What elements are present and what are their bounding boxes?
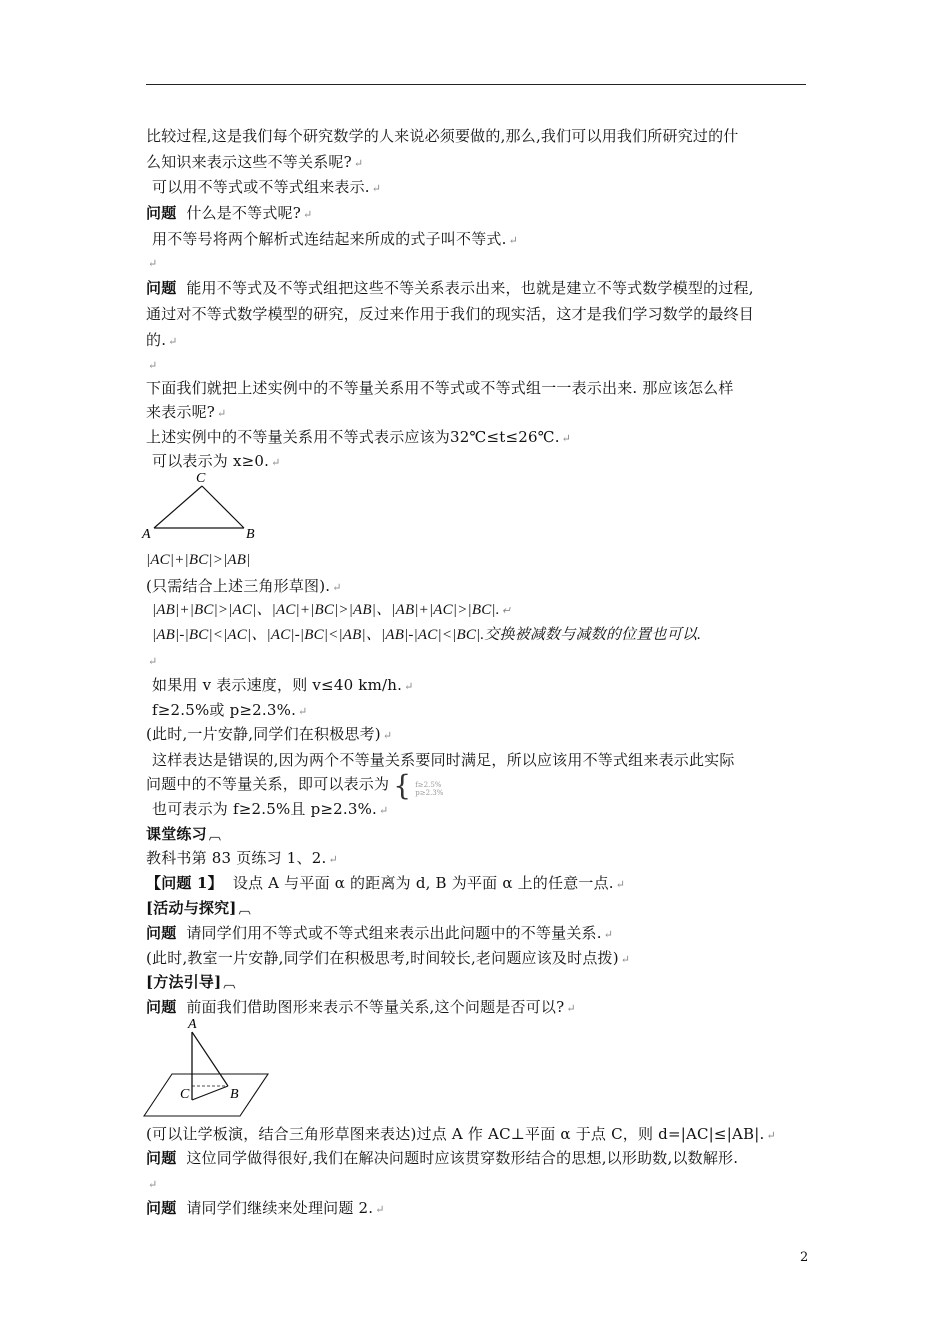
- empty-line: ↵: [148, 359, 158, 372]
- text-line: 上述实例中的不等量关系用不等式表示应该为32℃≤t≤26℃. ↵: [146, 428, 572, 446]
- point-label-b: B: [230, 1087, 239, 1102]
- section-heading: 课堂练习 ︹: [146, 825, 222, 843]
- text-line: (可以让学板演，结合三角形草图来表达)过点 A 作 AC⊥平面 α 于点 C，则 d=|AC|≤|AB|. ↵: [146, 1125, 776, 1143]
- text-line: 来表示呢? ↵: [146, 403, 227, 421]
- text-line: |AC|+|BC|>|AB|: [146, 552, 251, 568]
- text-line: 下面我们就把上述实例中的不等量关系用不等式或不等式组一一表示出来. 那应该怎么样: [146, 379, 734, 397]
- text-line: 问题 请同学们继续来处理问题 2. ↵: [146, 1199, 385, 1217]
- text-line: 可以表示为 x≥0. ↵: [152, 452, 281, 470]
- empty-line: ↵: [148, 1178, 158, 1191]
- text-line: 问题 能用不等式及不等式组把这些不等关系表示出来，也就是建立不等式数学模型的过程,: [146, 279, 754, 297]
- text-line: 问题 前面我们借助图形来表示不等量关系,这个问题是否可以? ↵: [146, 998, 576, 1016]
- inequality-system: f≥2.5% p≥2.3%: [415, 781, 444, 797]
- text-line: 教科书第 83 页练习 1、2. ↵: [146, 849, 338, 867]
- vertex-label-a: A: [142, 527, 151, 542]
- text-line: |AB|+|BC|>|AC|、|AC|+|BC|>|AB|、|AB|+|AC|>|BC|. ↵: [152, 602, 512, 618]
- vertex-label-b: B: [246, 527, 255, 542]
- section-heading: [活动与探究] ︹: [146, 899, 251, 917]
- section-heading: [方法引导] ︹: [146, 973, 236, 991]
- text-line: (此时,教室一片安静,同学们在积极思考,时间较长,老问题应该及时点拨) ↵: [146, 949, 631, 967]
- page-number: 2: [800, 1250, 809, 1265]
- text-line: 用不等号将两个解析式连结起来所成的式子叫不等式. ↵: [152, 230, 518, 248]
- text-line: |AB|-|BC|<|AC|、|AC|-|BC|<|AB|、|AB|-|AC|<|BC|.交换被减数与减数的位置也可以.: [152, 627, 702, 643]
- text-line: 问题 请同学们用不等式或不等式组来表示出此问题中的不等量关系. ↵: [146, 924, 614, 942]
- plane-figure: [140, 1014, 280, 1120]
- text-line: 问题 什么是不等式呢? ↵: [146, 204, 313, 222]
- text-line: (此时,一片安静,同学们在积极思考) ↵: [146, 725, 393, 743]
- text-line: 的. ↵: [146, 331, 178, 349]
- text-line: 也可表示为 f≥2.5%且 p≥2.3%. ↵: [152, 800, 389, 818]
- text-line: 么知识来表示这些不等关系呢? ↵: [146, 153, 364, 171]
- vertex-label-c: C: [196, 471, 206, 486]
- text-line: 【问题 1】 设点 A 与平面 α 的距离为 d, B 为平面 α 上的任意一点. ↵: [146, 874, 626, 892]
- empty-line: ↵: [148, 257, 158, 270]
- text-line: f≥2.5%或 p≥2.3%. ↵: [152, 701, 308, 719]
- text-line: 比较过程,这是我们每个研究数学的人来说必须要做的,那么,我们可以用我们所研究过的什: [146, 127, 739, 145]
- text-line: 通过对不等式数学模型的研究，反过来作用于我们的现实活，这才是我们学习数学的最终目: [146, 305, 755, 323]
- text-line: 问题中的不等量关系，即可以表示为 { f≥2.5% p≥2.3%: [146, 769, 444, 802]
- text-line: 可以用不等式或不等式组来表示. ↵: [152, 178, 382, 196]
- point-label-a: A: [188, 1017, 197, 1032]
- text-line: (只需结合上述三角形草图). ↵: [146, 577, 342, 595]
- triangle-figure: [140, 468, 270, 544]
- text-line: 问题 这位同学做得很好,我们在解决问题时应该贯穿数形结合的思想,以形助数,以数解形.: [146, 1149, 739, 1167]
- header-rule: [146, 84, 806, 85]
- point-label-c: C: [180, 1087, 190, 1102]
- text-line: 如果用 v 表示速度，则 v≤40 km/h. ↵: [152, 676, 414, 694]
- text-line: 这样表达是错误的,因为两个不等量关系要同时满足，所以应该用不等式组来表示此实际: [152, 751, 735, 769]
- brace-icon: {: [393, 769, 412, 802]
- empty-line: ↵: [148, 655, 158, 668]
